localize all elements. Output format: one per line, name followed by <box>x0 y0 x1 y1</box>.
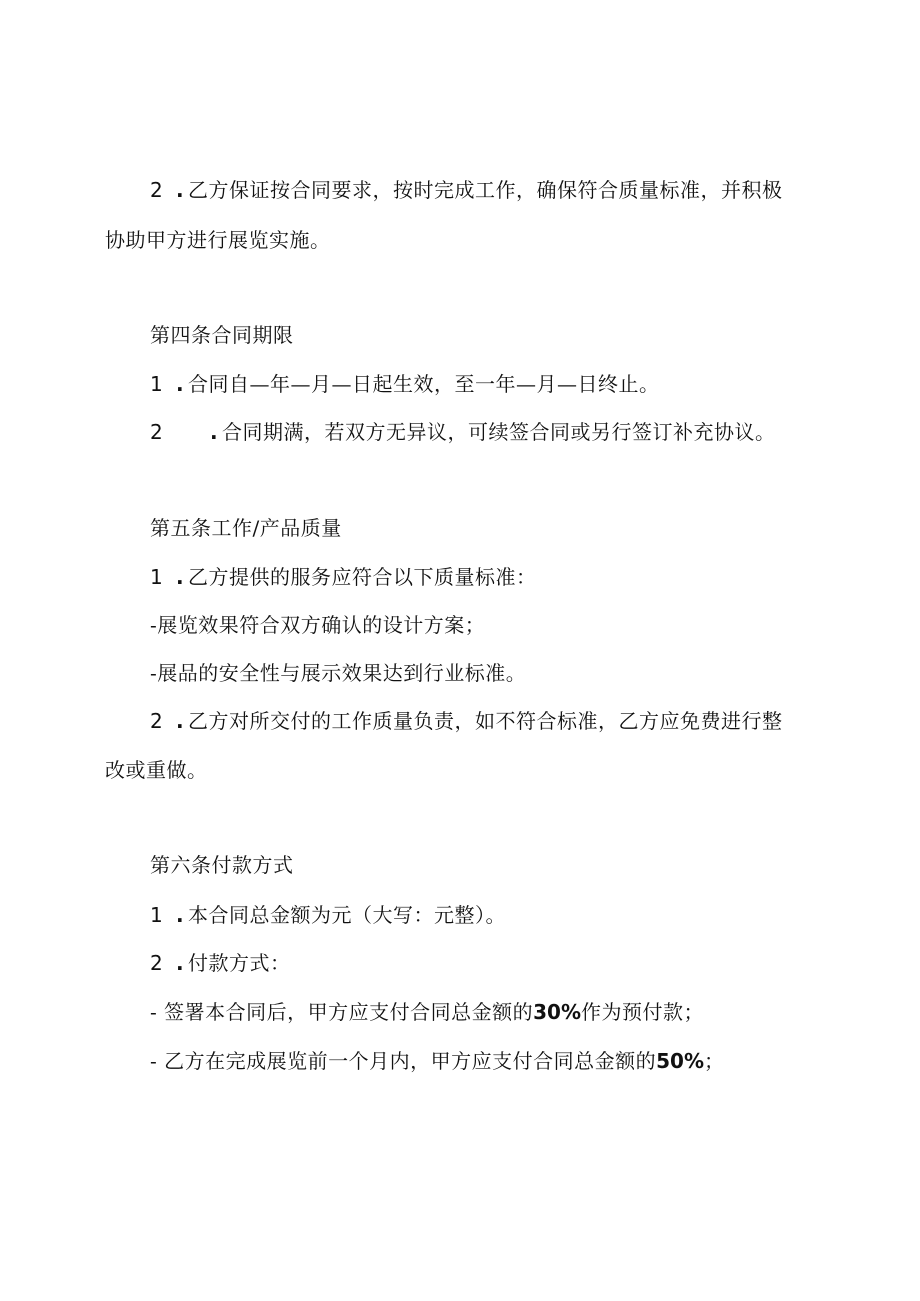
item-number: 1 <box>150 372 164 396</box>
item-number: 2 <box>150 951 164 975</box>
bullet-suffix: 作为预付款； <box>581 1000 704 1024</box>
item-number: 2 <box>150 709 164 733</box>
section5-bullet1: -展览效果符合双方确认的设计方案； <box>150 613 486 637</box>
section6-item2 <box>150 951 291 975</box>
section6-bullet2 <box>150 1049 725 1073</box>
bullet-suffix: ； <box>704 1049 725 1073</box>
item-text: 乙方提供的服务应符合以下质量标准： <box>188 565 537 589</box>
item-text: 本合同总金额为元（大写：元整）。 <box>188 903 506 927</box>
bullet-percent: 50% <box>656 1049 704 1073</box>
item-dot: . <box>176 178 185 202</box>
section5-item2-line1 <box>150 709 783 733</box>
section4-item2 <box>150 420 776 444</box>
section5-item1 <box>150 565 537 589</box>
section3-item2-line1 <box>150 178 783 202</box>
item-text: 乙方保证按合同要求，按时完成工作，确保符合质量标准，并积极 <box>188 178 783 202</box>
bullet-prefix: - 乙方在完成展览前一个月内，甲方应支付合同总金额的 <box>150 1049 657 1073</box>
item-number: 2 <box>150 420 164 444</box>
item-text: 合同自—年—月—日起生效，至一年—月—日终止。 <box>188 372 660 396</box>
bullet-prefix: - 签署本合同后，甲方应支付合同总金额的 <box>150 1000 534 1024</box>
section3-item2-line2: 协助甲方进行展览实施。 <box>105 228 331 252</box>
section5-heading: 第五条工作/产品质量 <box>150 516 342 540</box>
item-dot: . <box>176 372 185 396</box>
section5-item2-line2: 改或重做。 <box>105 758 208 782</box>
item-dot: . <box>176 709 185 733</box>
item-text: 乙方对所交付的工作质量负责，如不符合标准，乙方应免费进行整 <box>188 709 783 733</box>
bullet-percent: 30% <box>533 1000 581 1024</box>
item-text: 合同期满，若双方无异议，可续签合同或另行签订补充协议。 <box>222 420 776 444</box>
section5-bullet2: -展品的安全性与展示效果达到行业标准。 <box>150 661 527 685</box>
item-dot: . <box>176 951 185 975</box>
section6-bullet1 <box>150 1000 704 1024</box>
section6-heading: 第六条付款方式 <box>150 853 294 877</box>
item-number: 2 <box>150 178 164 202</box>
item-dot: . <box>210 420 219 444</box>
item-text: 付款方式： <box>188 951 291 975</box>
item-number: 1 <box>150 903 164 927</box>
item-dot: . <box>176 903 185 927</box>
section6-item1 <box>150 903 506 927</box>
item-number: 1 <box>150 565 164 589</box>
item-dot: . <box>176 565 185 589</box>
section4-heading: 第四条合同期限 <box>150 323 294 347</box>
section4-item1 <box>150 372 660 396</box>
